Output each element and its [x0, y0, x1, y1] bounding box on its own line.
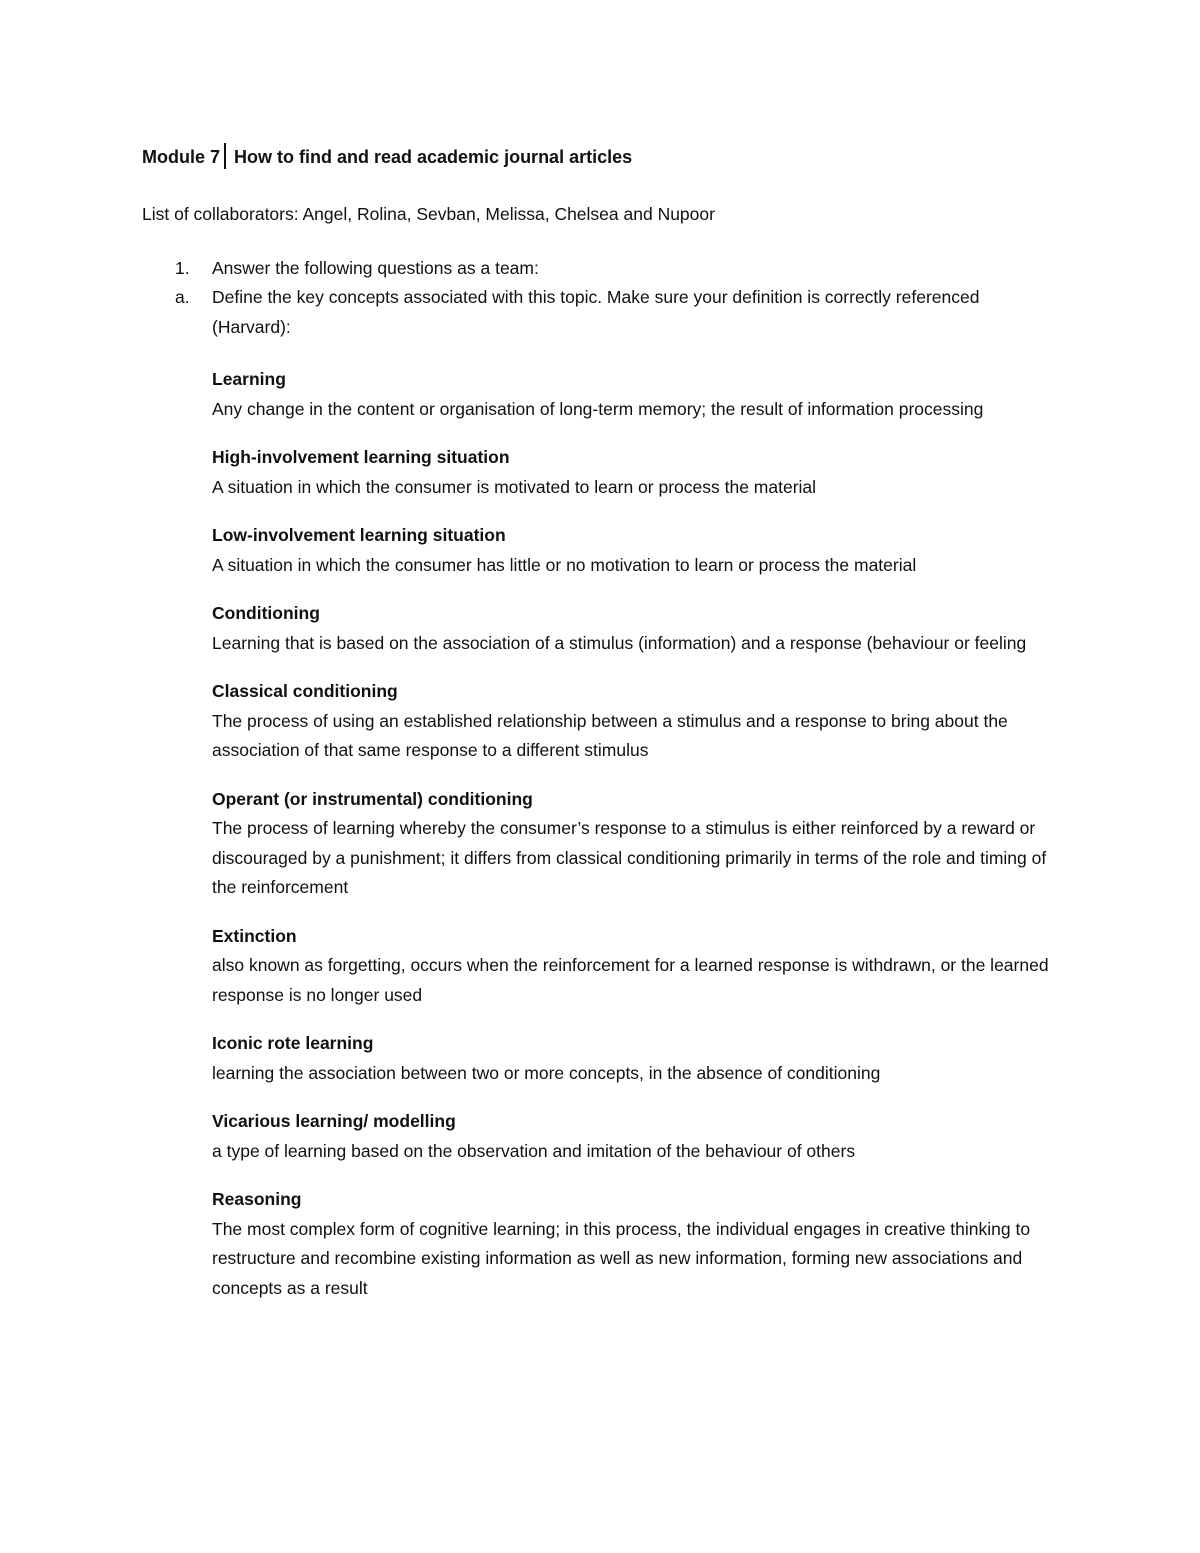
- definition-text: A situation in which the consumer has little or no motivation to learn or process the material: [212, 554, 917, 575]
- definition-text: The most complex form of cognitive learning; in this process, the individual engages in creative thinking to restructure and recombine existing information as well as new information, forming new associations and concepts as a result: [212, 1218, 1031, 1298]
- question-1-marker: 1.: [175, 258, 190, 278]
- definition-term: Classical conditioning: [212, 681, 398, 701]
- question-a-marker: a.: [175, 287, 190, 307]
- definition-item: [212, 1107, 1072, 1166]
- page-title: [142, 143, 632, 170]
- question-a-text: Define the key concepts associated with this topic. Make sure your definition is correctly referenced (Harvard):: [212, 287, 980, 337]
- definition-item: [212, 599, 1072, 658]
- definition-term: Learning: [212, 369, 286, 389]
- definitions-list: [212, 365, 1072, 1322]
- definition-text: a type of learning based on the observation and imitation of the behaviour of others: [212, 1140, 856, 1161]
- definition-item: [212, 521, 1072, 580]
- question-1-text: Answer the following questions as a team:: [212, 258, 539, 278]
- definition-term: Iconic rote learning: [212, 1033, 374, 1053]
- definition-text: learning the association between two or more concepts, in the absence of conditioning: [212, 1062, 881, 1083]
- definition-term: Conditioning: [212, 603, 320, 623]
- definition-item: [212, 677, 1072, 766]
- definition-item: [212, 922, 1072, 1011]
- definition-item: [212, 1185, 1072, 1303]
- definition-item: [212, 1029, 1072, 1088]
- definition-term: High-involvement learning situation: [212, 447, 510, 467]
- title-topic: How to find and read academic journal articles: [234, 147, 633, 167]
- definition-term: Operant (or instrumental) conditioning: [212, 788, 533, 809]
- definition-term: Extinction: [212, 925, 297, 946]
- definition-item: [212, 785, 1072, 903]
- definition-term: Vicarious learning/ modelling: [212, 1111, 456, 1131]
- title-divider: [224, 143, 226, 169]
- definition-text: Learning that is based on the association of a stimulus (information) and a response (behaviour or feeling: [212, 632, 1027, 653]
- definition-term: Low-involvement learning situation: [212, 525, 506, 545]
- definition-text: A situation in which the consumer is motivated to learn or process the material: [212, 476, 817, 497]
- definition-text: The process of learning whereby the consumer’s response to a stimulus is either reinforced by a reward or discouraged by a punishment; it differs from classical conditioning primarily in terms of the role and timing of the reinforcement: [212, 818, 1047, 897]
- definition-item: [212, 443, 1072, 502]
- definition-term: Reasoning: [212, 1189, 302, 1209]
- definition-item: [212, 365, 1072, 424]
- collaborators-line: List of collaborators: Angel, Rolina, Sevban, Melissa, Chelsea and Nupoor: [142, 204, 715, 224]
- definition-text: Any change in the content or organisation of long-term memory; the result of information processing: [212, 398, 984, 419]
- title-module: Module 7: [142, 147, 221, 167]
- definition-text: also known as forgetting, occurs when the reinforcement for a learned response is withdrawn, or the learned response is no longer used: [212, 955, 1049, 1005]
- definition-text: The process of using an established relationship between a stimulus and a response to bring about the association of that same response to a different stimulus: [212, 710, 1008, 760]
